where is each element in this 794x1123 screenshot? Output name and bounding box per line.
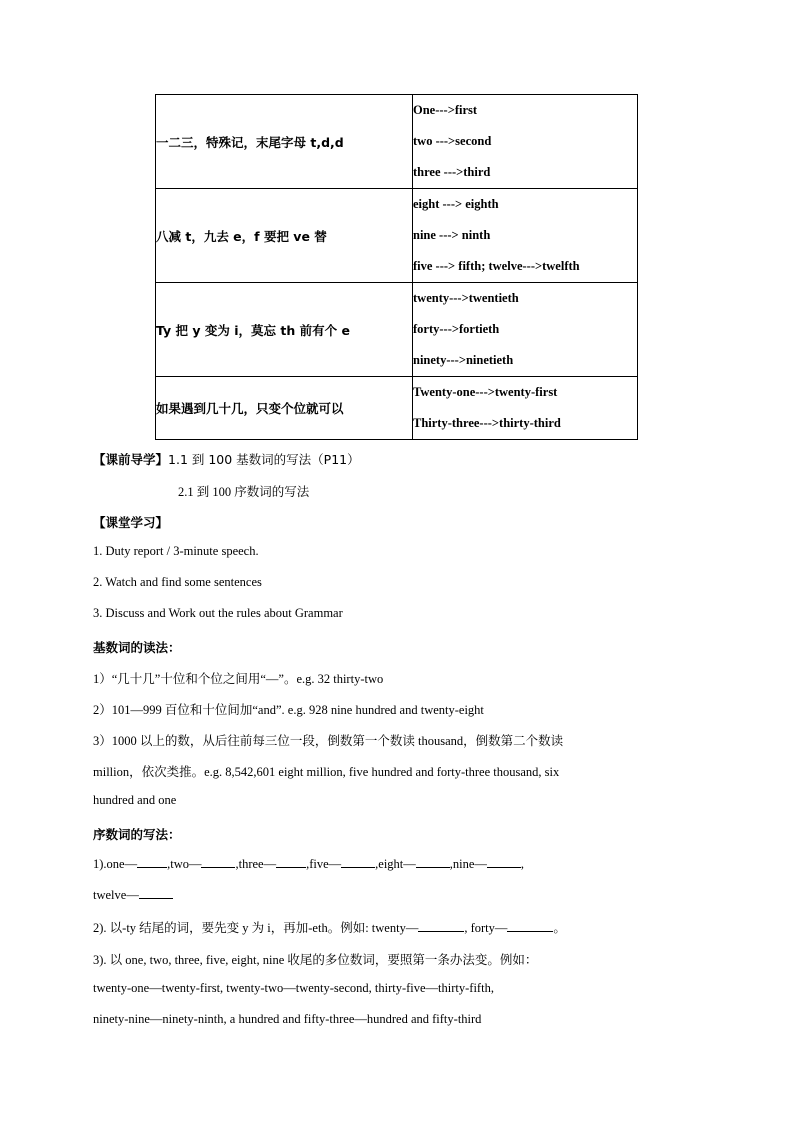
ordinal-exercise-1-cont [93, 887, 173, 903]
example-line: eight ---> eighth [413, 197, 499, 211]
table-row [156, 377, 638, 440]
cardinal-heading: 基数词的读法： [93, 640, 181, 655]
cardinal-rule-3-cont: million，依次类推。e.g. 8,542,601 eight million, five hundred and forty-three thousand, six [93, 765, 560, 779]
preview-line-1 [93, 450, 360, 468]
example-line: ninety--->ninetieth [413, 353, 514, 367]
rule-cell: Ty 把 y 变为 i，莫忘 th 前有个 e [156, 283, 413, 377]
exercise-word: ,two— [167, 857, 202, 871]
answer-blank[interactable] [507, 920, 553, 932]
example-line: twenty--->twentieth [413, 291, 519, 305]
examples-cell [413, 95, 638, 189]
cardinal-rule-2: 2）101—999 百位和十位间加“and”. e.g. 928 nine hundred and twenty-eight [93, 703, 484, 717]
classroom-item-1: 1. Duty report / 3-minute speech. [93, 544, 259, 558]
cardinal-rule-3-end: hundred and one [93, 793, 177, 807]
answer-blank[interactable] [341, 856, 375, 868]
example-line: forty--->fortieth [413, 322, 500, 336]
table-row [156, 189, 638, 283]
preview-heading: 【课前导学】 [93, 452, 169, 467]
classroom-heading: 【课堂学习】 [93, 515, 169, 530]
ordinal-rule-3-example-1: twenty-one—twenty-first, twenty-two—twenty-second, thirty-five—thirty-fifth, [93, 981, 494, 995]
examples-cell [413, 189, 638, 283]
ordinal-rule-2 [93, 918, 566, 936]
table-row [156, 95, 638, 189]
example-line: three --->third [413, 165, 491, 179]
classroom-item-2: 2. Watch and find some sentences [93, 575, 262, 589]
rule-text: 2). 以-ty 结尾的词，要先变 y 为 i，再加-eth。例如: twenty— [93, 921, 419, 935]
examples-cell [413, 283, 638, 377]
answer-blank[interactable] [137, 856, 167, 868]
example-line: One--->first [413, 103, 478, 117]
exercise-word: 1).one— [93, 857, 138, 871]
ordinal-heading: 序数词的写法： [93, 827, 181, 842]
ordinal-rule-3-example-2: ninety-nine—ninety-ninth, a hundred and fifty-three—hundred and fifty-third [93, 1012, 482, 1026]
exercise-word: ,eight— [375, 857, 416, 871]
rule-text: 。 [553, 921, 566, 935]
answer-blank[interactable] [487, 856, 521, 868]
answer-blank[interactable] [416, 856, 450, 868]
rule-cell: 八减 t，九去 e，f 要把 ve 替 [156, 189, 413, 283]
example-line: Twenty-one--->twenty-first [413, 385, 558, 399]
table-row [156, 283, 638, 377]
preview-item-1: 1.1 到 100 基数词的写法（P11） [168, 452, 360, 467]
cardinal-rule-1: 1）“几十几”十位和个位之间用“—”。e.g. 32 thirty-two [93, 672, 384, 686]
rule-cell: 一二三，特殊记，末尾字母 t,d,d [156, 95, 413, 189]
rule-cell: 如果遇到几十几，只变个位就可以 [156, 377, 413, 440]
ordinal-rule-3: 3). 以 one, two, three, five, eight, nine 收尾的多位数词，要照第一条办法变。例如： [93, 953, 538, 967]
answer-blank[interactable] [418, 920, 464, 932]
classroom-item-3: 3. Discuss and Work out the rules about Grammar [93, 606, 343, 620]
rule-text: , forty— [464, 921, 508, 935]
exercise-word: ,five— [306, 857, 342, 871]
answer-blank[interactable] [276, 856, 306, 868]
example-line: Thirty-three--->thirty-third [413, 416, 561, 430]
answer-blank[interactable] [139, 887, 173, 899]
example-line: nine ---> ninth [413, 228, 491, 242]
preview-item-2: 2.1 到 100 序数词的写法 [178, 485, 310, 499]
exercise-word: ,three— [235, 857, 277, 871]
cardinal-rule-3: 3）1000 以上的数，从后往前每三位一段，倒数第一个数读 thousand，倒数第二个数读 [93, 734, 564, 748]
answer-blank[interactable] [201, 856, 235, 868]
ordinal-rules-table [155, 94, 638, 440]
exercise-word: , [520, 857, 525, 871]
example-line: two --->second [413, 134, 492, 148]
ordinal-exercise-1 [93, 856, 524, 872]
examples-cell [413, 377, 638, 440]
example-line: five ---> fifth; twelve--->twelfth [413, 259, 580, 273]
exercise-word: twelve— [93, 888, 139, 902]
exercise-word: ,nine— [449, 857, 487, 871]
